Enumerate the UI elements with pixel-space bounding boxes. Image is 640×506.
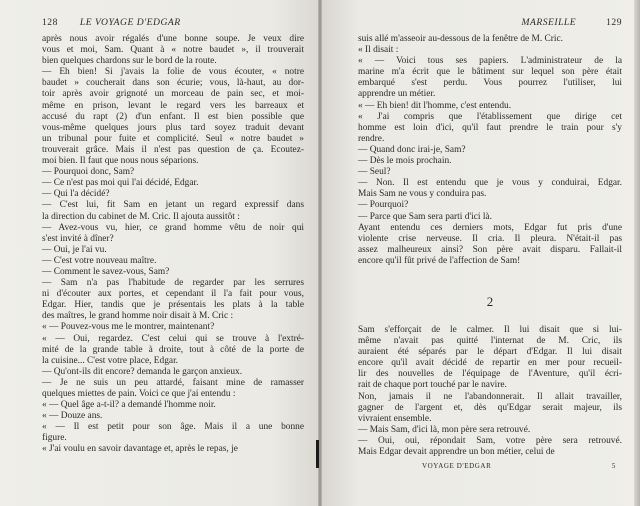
text-line: « J'ai compris que l'établissement que dirige cet	[358, 111, 622, 122]
text-line: rait de chaque port touché par le navire.	[358, 380, 507, 391]
text-line: « — Eh bien! dit l'homme, c'est entendu.	[358, 100, 512, 111]
text-line: homme est loin d'ici, qu'il faut prendre le train pour s'y	[358, 122, 622, 133]
text-line: quelques miettes de pain. Voici ce que j'ai entendu :	[42, 389, 236, 399]
text-line: même en prison, levant le regard vers les barreaux et	[42, 100, 304, 111]
text-line: figure.	[42, 433, 67, 444]
text-line: embarqué s'est perdu. Vous pourrez l'utiliser, lui	[358, 78, 622, 89]
text-line: « — Oui, regardez. C'est celui qui se trouve à l'extré-	[42, 333, 304, 344]
text-line: mité de la grande table à droite, tout à côté de la porte de	[42, 344, 304, 355]
text-line: — Qu'ont-ils dit encore? demanda le garçon anxieux.	[42, 366, 243, 377]
binding-mark	[316, 440, 319, 468]
page-footer	[358, 462, 622, 470]
text-line: vous-même quelques jours plus tard soyez traduit devant	[42, 122, 304, 133]
left-page-body	[42, 34, 304, 456]
text-line: vous et moi, Sam. Quant à « notre baudet », il trouverait	[42, 45, 304, 56]
text-line: — Qui l'a décidé?	[42, 189, 110, 200]
left-page-number: 128	[42, 17, 58, 28]
text-line: — Eh bien! Si j'avais la folie de vous écouter, « notre	[42, 67, 304, 78]
text-line: auraient été séparés par le départ d'Edgar. Il lui disait	[358, 347, 622, 358]
text-line: Mais Sam ne vous y conduira pas.	[358, 189, 487, 200]
text-line: « J'ai voulu en savoir davantage et, après le repas, je	[42, 444, 238, 455]
text-line: « — Il est petit pour son âge. Mais il a une bonne	[42, 422, 304, 433]
text-line: — Je ne suis un peu attardé, faisant mine de ramasser	[42, 377, 304, 388]
text-line: Ayant entendu ces derniers mots, Edgar fut pris d'une	[358, 222, 622, 233]
text-line: baudet » coucherait dans son écurie; vous, là-haut, au dor-	[42, 78, 304, 89]
book-gutter	[318, 0, 322, 506]
text-line: — Pourquoi donc, Sam?	[42, 167, 135, 178]
text-line: — C'est lui, fit Sam en jetant un regard expressif dans	[42, 200, 304, 211]
text-line: encore qu'il fût privé de l'affection de Sam!	[358, 255, 521, 266]
text-line: bien quelques chardons sur le bord de la route.	[42, 56, 217, 67]
text-line: marine m'a écrit que le bâtiment sur lequel son père était	[358, 67, 622, 78]
text-line: — Non. Il est entendu que je vous y conduirai, Edgar.	[358, 178, 622, 189]
page-edge	[634, 0, 640, 506]
text-line: trouverait grâce. Mais il n'est pas question de ça. Ecoutez-	[42, 144, 304, 155]
text-line: des maîtres, le grand homme noir disait à M. Cric :	[42, 311, 234, 322]
left-running-title: LE VOYAGE D'EDGAR	[79, 17, 181, 28]
right-page-header	[358, 12, 622, 34]
text-line: violente crise nerveuse. Il cria. Il pleura. N'était-il pas	[358, 233, 622, 244]
right-page	[320, 0, 640, 506]
chapter-number: 2	[486, 293, 494, 309]
text-line: ni d'écouter aux portes, et cependant il l'a fait pour vous,	[42, 289, 304, 300]
text-line: — Comment le savez-vous, Sam?	[42, 266, 170, 277]
text-line: — Ce n'est pas moi qui l'ai décidé, Edgar.	[42, 178, 199, 189]
text-line: « — Pouvez-vous me le montrer, maintenant?	[42, 322, 215, 333]
text-line: — Mais Sam, d'ici là, mon père sera retrouvé.	[358, 424, 531, 435]
text-line: apprendre un métier.	[358, 89, 436, 100]
text-line: lir des nouvelles de l'équipage de l'Aventure, qu'il écri-	[358, 369, 622, 380]
text-line: « Il disait :	[358, 45, 399, 56]
text-line: assez malheureux ainsi? Son père avait disparu. Fallait-il	[358, 244, 622, 255]
footer-mark: 5	[611, 462, 616, 471]
right-page-body	[358, 34, 622, 267]
text-line: même n'avait pas quitté l'internat de M. Cric, ils	[358, 336, 622, 347]
text-line: moi bien. Il faut que nous nous séparions.	[42, 156, 199, 167]
text-line: Non, jamais il ne l'abandonnerait. Il allait travailler,	[358, 391, 622, 402]
text-line: — Oui, je l'ai vu.	[42, 244, 107, 255]
text-line: Sam s'efforçait de le calmer. Il lui disait que si lui-	[358, 324, 622, 335]
text-line: — Quand donc irai-je, Sam?	[358, 144, 466, 155]
text-line: la direction du cabinet de M. Cric. Il ajouta aussitôt :	[42, 211, 240, 222]
text-line: Edgar. Hier, tandis que je présentais les plats à la table	[42, 300, 304, 311]
text-line: Mais Edgar devait apprendre un bon métier, celui de	[358, 447, 555, 457]
text-line: s'est invité à dîner?	[42, 233, 114, 244]
text-line: « — Douze ans.	[42, 411, 103, 422]
text-line: suis allé m'asseoir au-dessous de la fenêtre de M. Cric.	[358, 34, 564, 44]
text-line: — C'est votre nouveau maître.	[42, 255, 157, 266]
text-line: encore qu'il avait décidé de repartir en mer pour recueil-	[358, 358, 622, 369]
text-line: après nous avoir régalés d'une bonne soupe. Je veux dire	[42, 34, 304, 44]
text-line: un tribunal pour fuite et complicité. Seul « notre baudet »	[42, 133, 304, 144]
text-line: « — Quel âge a-t-il? a demandé l'homme noir.	[42, 400, 216, 411]
text-line: — Pourquoi?	[358, 200, 409, 211]
text-line: toir après avoir grignoté un morceau de pain sec, et moi-	[42, 89, 304, 100]
text-line: — Oui, oui, répondait Sam, votre père sera retrouvé.	[358, 435, 622, 446]
right-page-number: 129	[606, 17, 622, 28]
text-line: — Avez-vous vu, hier, ce grand homme vêtu de noir qui	[42, 222, 304, 233]
right-running-title: MARSEILLE	[521, 17, 577, 28]
text-line: accusé du rapt (2) d'un enfant. Il est bien possible que	[42, 111, 304, 122]
text-line: la cuisine... C'est votre place, Edgar.	[42, 355, 179, 366]
left-page-header	[42, 12, 304, 34]
text-line: gagner de l'argent et, dès qu'Edgar serait majeur, ils	[358, 402, 622, 413]
footer-signature: VOYAGE D'EDGAR	[422, 462, 492, 471]
text-line: — Dès le mois prochain.	[358, 156, 452, 167]
right-page-body-chapter	[358, 325, 622, 458]
text-line: — Parce que Sam sera parti d'ici là.	[358, 211, 492, 222]
text-line: rendre.	[358, 133, 385, 144]
text-line: — Sam n'a pas l'habitude de regarder par les serrures	[42, 278, 304, 289]
text-line: vivraient ensemble.	[358, 413, 432, 424]
text-line: « — Voici tous ses papiers. L'administrateur de la	[358, 56, 622, 67]
text-line: — Seul?	[358, 167, 391, 178]
